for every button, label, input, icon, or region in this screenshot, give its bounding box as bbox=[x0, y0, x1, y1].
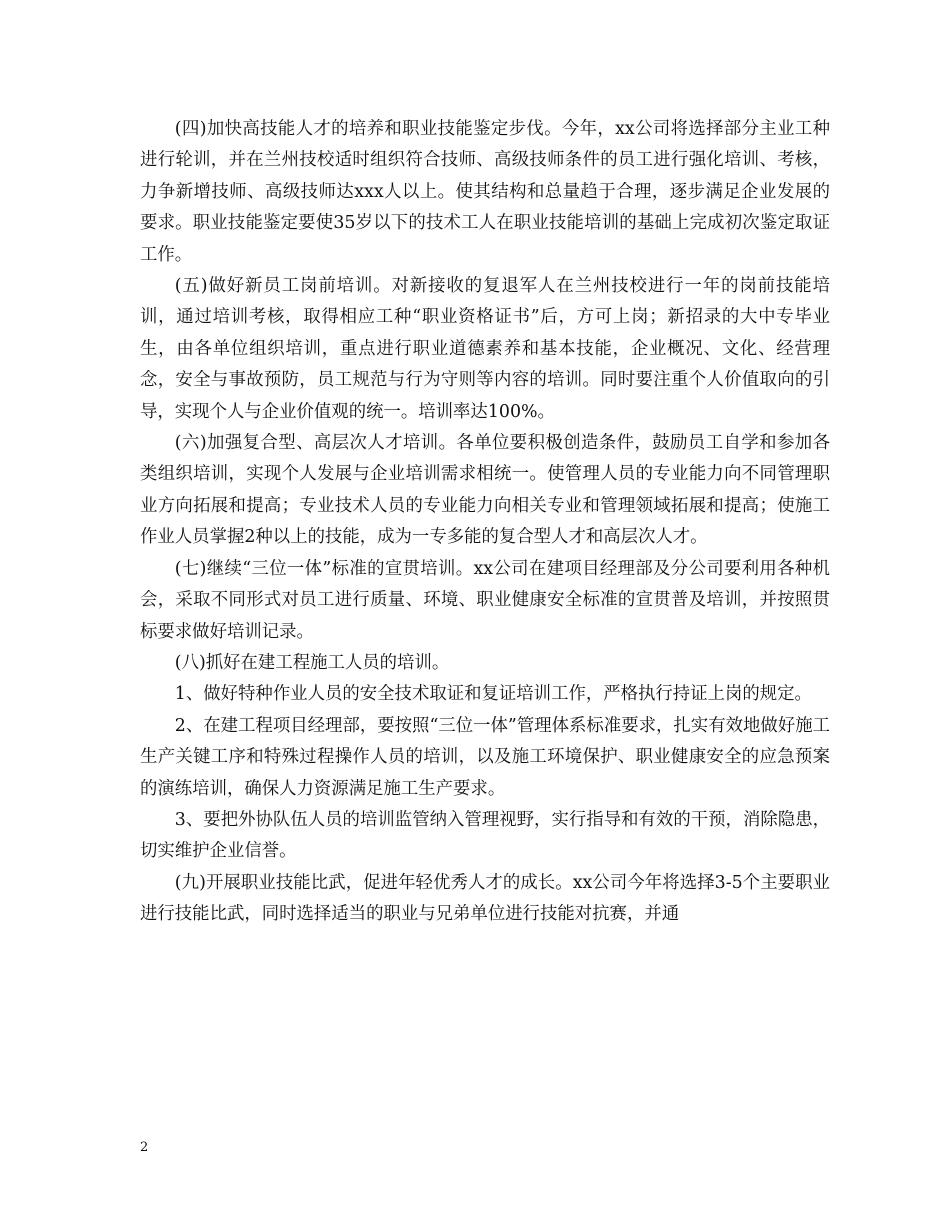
paragraph-8-item-2: 2、在建工程项目经理部，要按照“三位一体”管理体系标准要求，扎实有效地做好施工生产关键工序和特殊过程操作人员的培训，以及施工环境保护、职业健康安全的应急预案的演练培训，确保人力资源满足施工生产要求。 bbox=[140, 715, 830, 799]
document-body bbox=[140, 114, 830, 931]
paragraph-4-high-skill-talent: (四)加快高技能人才的培养和职业技能鉴定步伐。今年，xx公司将选择部分主业工种进行轮训，并在兰州技校适时组织符合技师、高级技师条件的员工进行强化培训、考核，力争新增技师、高级技师达xxx人以上。使其结构和总量趋于合理，逐步满足企业发展的要求。职业技能鉴定要使35岁以下的技术工人在职业技能培训的基础上完成初次鉴定取证工作。 bbox=[140, 119, 830, 265]
paragraph-8-item-1: 1、做好特种作业人员的安全技术取证和复证培训工作，严格执行持证上岗的规定。 bbox=[174, 684, 812, 705]
page-number: 2 bbox=[140, 1140, 149, 1155]
paragraph-9-skill-competition: (九)开展职业技能比武，促进年轻优秀人才的成长。xx公司今年将选择3-5个主要职业进行技能比武，同时选择适当的职业与兄弟单位进行技能对抗赛，并通 bbox=[140, 872, 830, 925]
paragraph-7-three-in-one-standard: (七)继续“三位一体”标准的宣贯培训。xx公司在建项目经理部及分公司要利用各种机会，采取不同形式对员工进行质量、环境、职业健康安全标准的宣贯普及培训，并按照贯标要求做好培训记录。 bbox=[140, 558, 830, 642]
paragraph-8-item-3: 3、要把外协队伍人员的培训监管纳入管理视野，实行指导和有效的干预，消除隐患，切实维护企业信誉。 bbox=[140, 809, 830, 862]
paragraph-8-construction-staff-training: (八)抓好在建工程施工人员的培训。 bbox=[174, 652, 450, 673]
paragraph-6-composite-talent-training: (六)加强复合型、高层次人才培训。各单位要积极创造条件，鼓励员工自学和参加各类组织培训，实现个人发展与企业培训需求相统一。使管理人员的专业能力向不同管理职业方向拓展和提高；专业技术人员的专业能力向相关专业和管理领域拓展和提高；使施工作业人员掌握2种以上的技能，成为一专多能的复合型人才和高层次人才。 bbox=[140, 433, 830, 548]
paragraph-5-new-employee-training: (五)做好新员工岗前培训。对新接收的复退军人在兰州技校进行一年的岗前技能培训，通过培训考核，取得相应工种“职业资格证书”后，方可上岗；新招录的大中专毕业生，由各单位组织培训，重点进行职业道德素养和基本技能，企业概况、文化、经营理念，安全与事故预防，员工规范与行为守则等内容的培训。同时要注重个人价值取向的引导，实现个人与企业价值观的统一。培训率达100%。 bbox=[140, 276, 830, 422]
